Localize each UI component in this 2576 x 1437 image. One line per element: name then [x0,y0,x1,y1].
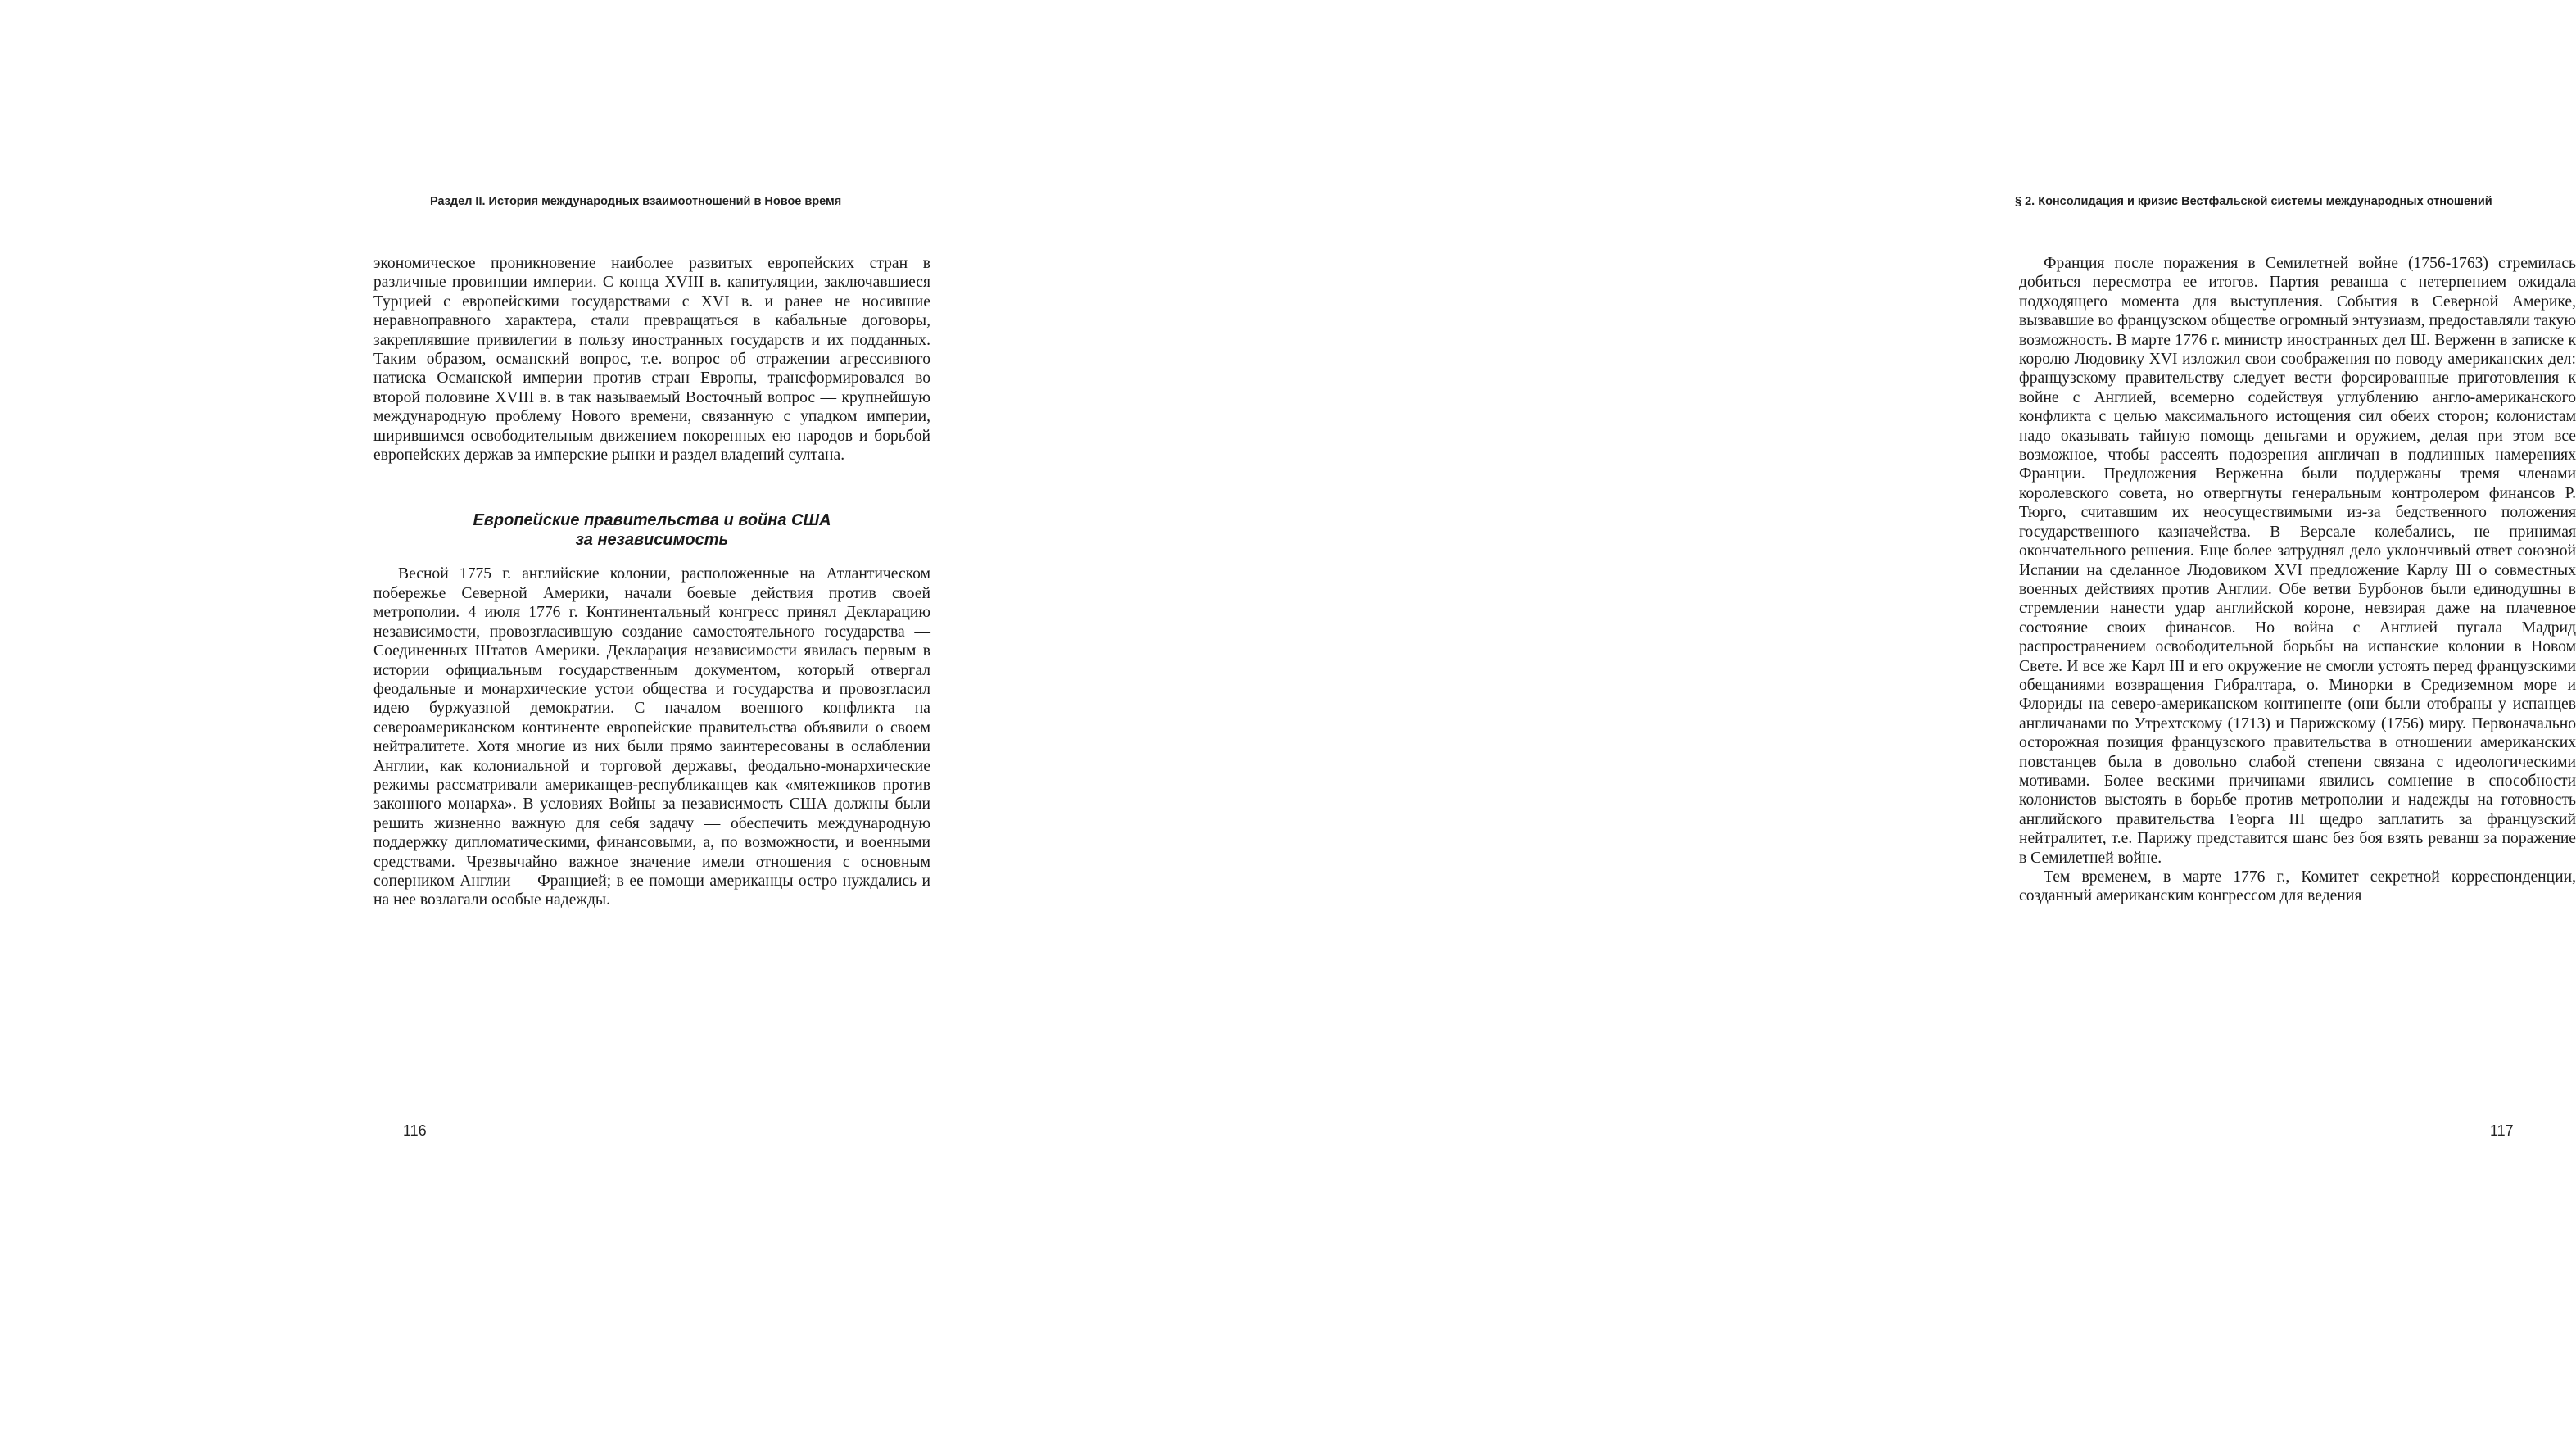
section-heading-line: Европейские правительства и война США [473,511,831,530]
paragraph: Весной 1775 г. английские колонии, расположенные на Атлантическом побережье Северной Америки, начали боевые действия против своей метрополии. 4 июля 1776 г. Континентальный конгресс принял Декларацию независимости, провозгласившую создание самостоятельного государства — Соединенных Штатов Америки. Декларация независимости явилась первым в истории официальным государственным документом, который отвергал феодальные и монархические устои общества и государства и провозгласил идею буржуазной демократии. С началом военного конфликта на североамериканском континенте европейские правительства объявили о своем нейтралитете. Хотя многие из них были прямо заинтересованы в ослаблении Англии, как колониальной и торговой державы, феодально-монархические режимы рассматривали американцев-республиканцев как «мятежников против законного монарха». В условиях Войны за независимость США должны были решить жизненно важную для себя задачу — обеспечить международную поддержку дипломатическими, финансовыми, а, по возможности, и военными средствами. Чрезвычайно важное значение имели отношения с основным соперником Англии — Францией; в ее помощи американцы остро нуждались и на нее возлагали особые надежды. [373,565,930,909]
paragraph: Тем временем, в марте 1776 г., Комитет секретной корреспонденции, созданный американским конгрессом для ведения [2019,868,2576,905]
left-text-column [373,254,930,910]
paragraph: Франция после поражения в Семилетней войне (1756-1763) стремилась добиться пересмотра ее итогов. Партия реванша с нетерпением ожидала подходящего момента для выступления. События в Северной Америке, вызвавшие во французском обществе огромный энтузиазм, предоставляли такую возможность. В марте 1776 г. министр иностранных дел Ш. Верженн в записке к королю Людовику XVI изложил свои соображения по поводу американских дел: французскому правительству следует вести форсированные приготовления к войне с Англией, всемерно содействуя углублению англо-американского конфликта с целью максимального истощения сил обеих сторон; колонистам надо оказывать тайную помощь деньгами и оружием, делая при этом все возможное, чтобы рассеять подозрения англичан в подлинных намерениях Франции. Предложения Верженна были поддержаны тремя членами королевского совета, но отвергнуты генеральным контролером финансов Р. Тюрго, считавшим их неосуществимыми из-за бедственного положения государственного казначейства. В Версале колебались, не принимая окончательного решения. Еще более затруднял дело уклончивый ответ союзной Испании на сделанное Людовиком XVI предложение Карлу III о совместных военных действиях против Англии. Обе ветви Бурбонов были единодушны в стремлении нанести удар английской короне, невзирая даже на плачевное состояние своих финансов. Но война с Англией пугала Мадрид распространением освободительной борьбы на испанские колонии в Новом Свете. И все же Карл III и его окружение не смогли устоять перед французскими обещаниями возвращения Гибралтара, о. Минорки в Средиземном море и Флориды на северо-американском континенте (они были отобраны у испанцев англичанами по Утрехтскому (1713) и Парижскому (1756) миру. Первоначально осторожная позиция французского правительства в отношении американских повстанцев была в довольно слабой степени связана с идеологическими мотивами. Более вескими причинами явились сомнение в способности колонистов выстоять в борьбе против метрополии и надежды на готовность английского правительства Георга III щедро заплатить за французский нейтралитет, т.е. Парижу представится шанс без боя взять реванш за поражение в Семилетней войне. [2019,255,2576,867]
page-number-left: 116 [403,1122,427,1139]
running-head-left: Раздел II. История международных взаимоотношений в Новое время [430,195,842,208]
running-head-right: § 2. Консолидация и кризис Вестфальской системы международных отношений [2015,195,2492,208]
page-number-right: 117 [2490,1122,2514,1139]
left-page [0,0,1016,1437]
section-heading [373,510,930,550]
right-text-column [2019,254,2576,906]
right-page [1016,0,2576,1437]
section-heading-line: за независимость [575,531,729,550]
paragraph: экономическое проникновение наиболее развитых европейских стран в различные провинции империи. С конца XVIII в. капитуляции, заключавшиеся Турцией с европейскими государствами с XVI в. и ранее не носившие неравноправного характера, стали превращаться в кабальные договоры, закреплявшие привилегии в пользу иностранных государств и их подданных. Таким образом, османский вопрос, т.е. вопрос об отражении агрессивного натиска Османской империи против стран Европы, трансформировался во второй половине XVIII в. в так называемый Восточный вопрос — крупнейшую международную проблему Нового времени, связанную с упадком империи, ширившимся освободительным движением покоренных ею народов и борьбой европейских держав за имперские рынки и раздел владений султана. [373,255,930,465]
